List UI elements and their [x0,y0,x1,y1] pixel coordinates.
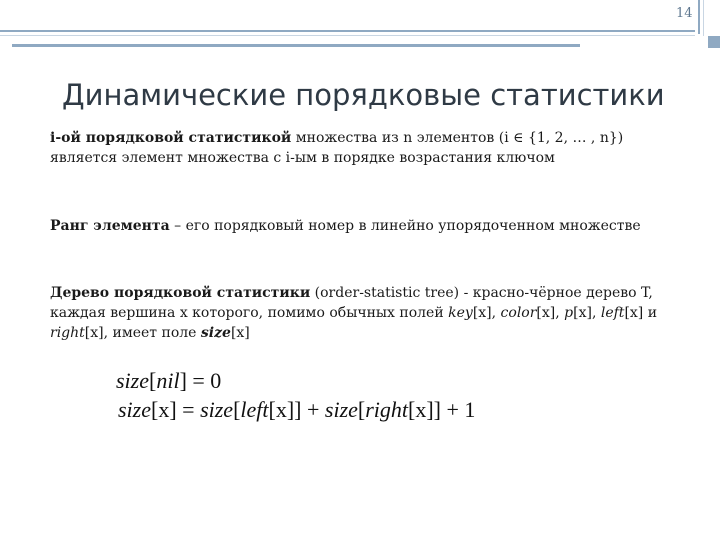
formula-term: ] = 0 [179,368,222,393]
definition-rank: – его порядковый номер в линейно упорядоченном множестве [169,218,641,234]
os-tree-text: [x], [536,305,565,321]
term-rank: Ранг элемента [50,218,170,234]
slide-number: 14 [676,6,693,21]
formula-term: [ [357,397,366,422]
definition-order-statistic: множества из n элементов (i ∈ {1, 2, … , n}) является элемент множества с i-ым в порядке возрастания ключом [50,130,624,166]
formula-term: left [240,397,269,422]
os-tree-text: [x], [573,305,601,321]
os-tree-text: [x], [472,305,501,321]
field-color: color [500,305,537,321]
field-key: key [448,305,473,321]
field-p: p [564,305,574,321]
top-border-line [0,30,695,32]
formula-term: nil [156,368,180,393]
formula-term: right [365,397,409,422]
os-tree-text: (order-statistic tree) - красно-чёрное дерево T, каждая вершина x которого, помимо обычных полей [50,285,653,321]
os-tree-text: [x] и [624,305,658,321]
accent-bar [12,44,580,47]
formula-size-nil [116,368,221,394]
formula-term: [x]] + [268,397,325,422]
formula-term: [ [233,397,241,422]
top-border-line-light [0,35,695,36]
formula-term: size [324,397,358,422]
right-border-line-light [703,0,704,36]
field-size: size [200,325,231,341]
formula-term: [x]] + 1 [408,397,476,422]
field-left: left [600,305,625,321]
slide-title: Динамические порядковые статистики [62,78,665,112]
term-os-tree: Дерево порядковой статистики [50,285,311,301]
formula-term: [x] = [151,397,201,422]
os-tree-text: [x] [230,325,250,341]
term-order-statistic: i-ой порядковой статистикой [50,130,292,146]
formula-term: size [118,397,151,422]
formula-term: size [200,397,234,422]
right-border-line [698,0,700,34]
field-right: right [50,325,85,341]
corner-accent [708,36,720,48]
paragraph-order-statistic [50,128,670,168]
formula-term: size [116,368,149,393]
formula-size-recurrence [118,397,475,423]
paragraph-rank [50,216,670,236]
os-tree-text: [x], имеет поле [84,325,201,341]
paragraph-os-tree [50,283,670,343]
formula-term: [ [149,368,157,393]
